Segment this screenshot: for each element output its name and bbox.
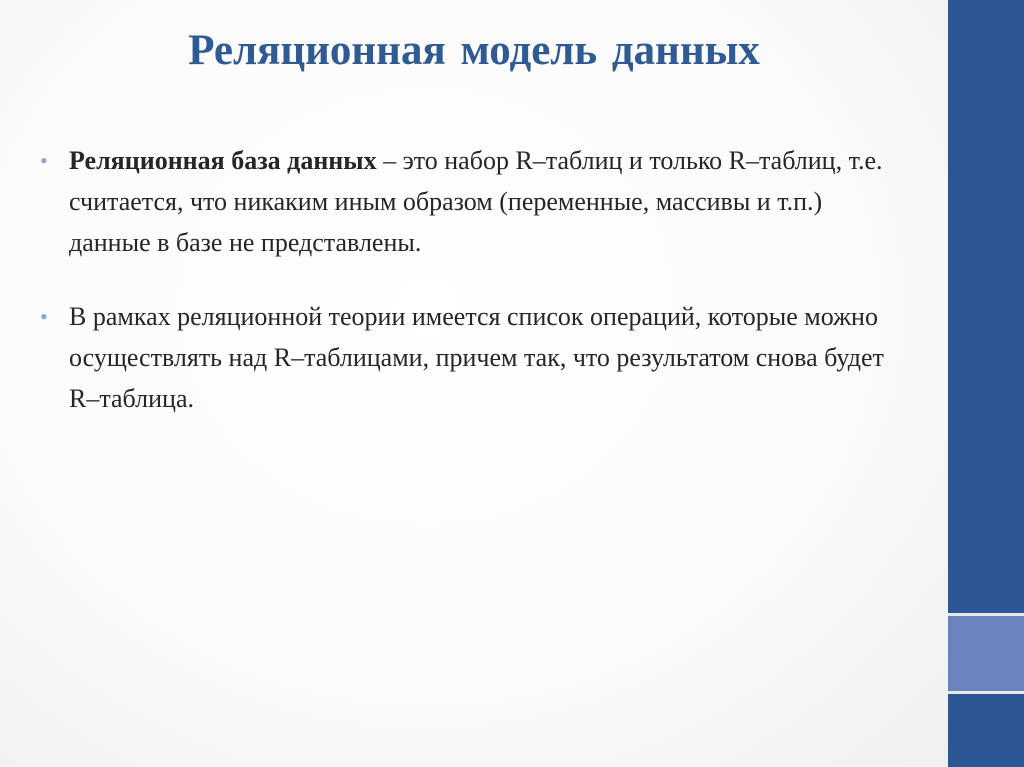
bullet-text: В рамках реляционной теории имеется список операций, которые можно осуществлять над R–таблицами, причем так, что результатом снова будет R–таблица. bbox=[69, 302, 884, 413]
bullet-bold-term: Реляционная база данных bbox=[69, 146, 377, 175]
sidebar-divider-bottom bbox=[948, 691, 1024, 694]
bullet-item-1 bbox=[40, 140, 910, 263]
bullet-text: – это набор R–таблиц и только R–таблиц, т.е. считается, что никаким иным образом (переменные, массивы и т.п.) данные в базе не представлены. bbox=[69, 146, 883, 257]
bullet-icon: • bbox=[40, 304, 48, 329]
slide-title: Реляционная модель данных bbox=[188, 27, 760, 74]
bullet-list bbox=[40, 140, 910, 452]
bullet-item-2 bbox=[40, 296, 910, 419]
sidebar-accent-block bbox=[948, 616, 1024, 691]
bullet-icon: • bbox=[40, 148, 48, 173]
decorative-sidebar bbox=[948, 0, 1024, 767]
